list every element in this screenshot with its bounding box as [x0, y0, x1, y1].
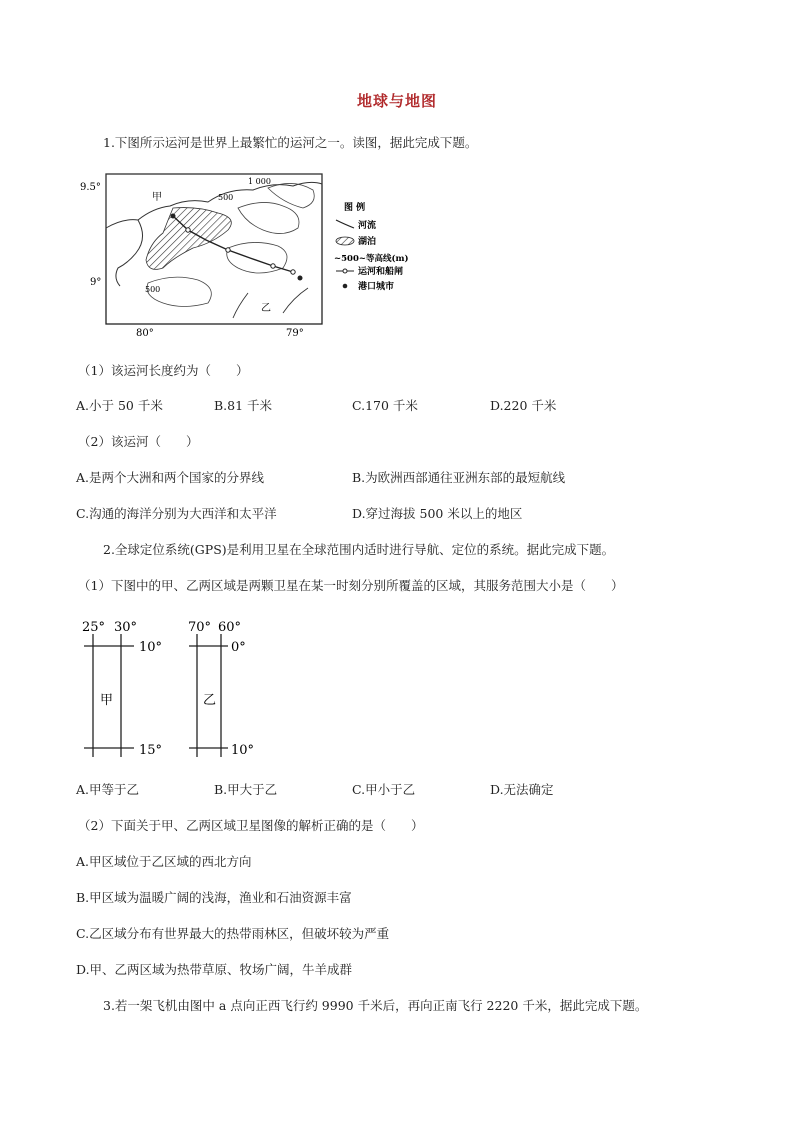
legend-river: 河流 [358, 221, 377, 231]
q2-sub2-option-b[interactable]: B.甲区域为温暖广阔的浅海，渔业和石油资源丰富 [76, 890, 352, 905]
q1-sub1-option-a[interactable]: A.小于 50 千米 [76, 398, 163, 413]
q1-sub1-stem: （1）该运河长度约为（ ） [78, 363, 249, 378]
legend-lake: 湖泊 [358, 237, 377, 247]
canal-map-figure [78, 168, 418, 343]
map-lat-bottom: 9° [90, 277, 102, 288]
question-1-stem: 1.下图所示运河是世界上最繁忙的运河之一。读图，据此完成下题。 [103, 135, 478, 150]
satellite-coverage-figure [76, 612, 276, 762]
river-legend-icon [336, 220, 354, 228]
yi-lon-right: 60° [218, 620, 242, 635]
map-region-jia: 甲 [152, 192, 162, 203]
jia-label: 甲 [100, 693, 114, 708]
port-legend-icon [343, 284, 348, 289]
map-region-yi: 乙 [261, 303, 271, 314]
q1-sub1-option-b[interactable]: B.81 千米 [214, 398, 273, 413]
map-lon-right: 79° [286, 328, 304, 339]
question-3-stem: 3.若一架飞机由图中 a 点向正西飞行约 9990 千米后，再向正南飞行 2220 千米，据此完成下题。 [103, 998, 648, 1013]
q2-sub1-option-a[interactable]: A.甲等于乙 [76, 782, 140, 797]
q2-sub1-stem: （1）下图中的甲、乙两区域是两颗卫星在某一时刻分别所覆盖的区域，其服务范围大小是（ ） [78, 578, 624, 593]
legend-contour: ~500~等高线(m) [334, 254, 409, 264]
q2-sub2-option-d[interactable]: D.甲、乙两区域为热带草原、牧场广阔，牛羊成群 [76, 962, 353, 977]
jia-lat-bottom: 15° [139, 743, 163, 758]
q1-sub1-option-d[interactable]: D.220 千米 [490, 398, 557, 413]
q2-sub1-option-c[interactable]: C.甲小于乙 [352, 782, 416, 797]
q1-sub2-option-a[interactable]: A.是两个大洲和两个国家的分界线 [76, 470, 265, 485]
map-contour-500a: 500 [218, 193, 234, 202]
q1-sub2-option-b[interactable]: B.为欧洲西部通往亚洲东部的最短航线 [352, 470, 566, 485]
q1-sub1-option-c[interactable]: C.170 千米 [352, 398, 418, 413]
question-2-stem: 2.全球定位系统(GPS)是利用卫星在全球范围内适时进行导航、定位的系统。据此完成下题。 [103, 542, 615, 557]
map-lon-left: 80° [136, 328, 154, 339]
map-contour-500b: 500 [145, 285, 161, 294]
yi-lat-top: 0° [231, 640, 246, 655]
yi-label: 乙 [203, 693, 217, 708]
yi-lat-bottom: 10° [231, 743, 255, 758]
map-lat-top: 9.5° [80, 182, 101, 193]
q1-sub2-stem: （2）该运河（ ） [78, 434, 199, 449]
legend-port: 港口城市 [358, 282, 395, 292]
jia-lat-top: 10° [139, 640, 163, 655]
map-contour-1000: 1 000 [248, 177, 271, 186]
legend-canal: 运河和船闸 [358, 267, 404, 277]
q2-sub2-option-c[interactable]: C.乙区域分布有世界最大的热带雨林区，但破坏较为严重 [76, 926, 390, 941]
legend-title: 图 例 [344, 203, 366, 213]
jia-lon-left: 25° [82, 620, 106, 635]
jia-lon-right: 30° [114, 620, 138, 635]
q2-sub2-stem: （2）下面关于甲、乙两区域卫星图像的解析正确的是（ ） [78, 818, 424, 833]
q2-sub2-option-a[interactable]: A.甲区域位于乙区域的西北方向 [76, 854, 252, 869]
q1-sub2-option-c[interactable]: C.沟通的海洋分别为大西洋和太平洋 [76, 506, 277, 521]
q2-sub1-option-b[interactable]: B.甲大于乙 [214, 782, 278, 797]
yi-lon-left: 70° [188, 620, 212, 635]
page-title: 地球与地图 [356, 92, 437, 110]
q1-sub2-option-d[interactable]: D.穿过海拔 500 米以上的地区 [352, 506, 523, 521]
lake-legend-icon [336, 237, 354, 245]
q2-sub1-option-d[interactable]: D.无法确定 [490, 782, 554, 797]
